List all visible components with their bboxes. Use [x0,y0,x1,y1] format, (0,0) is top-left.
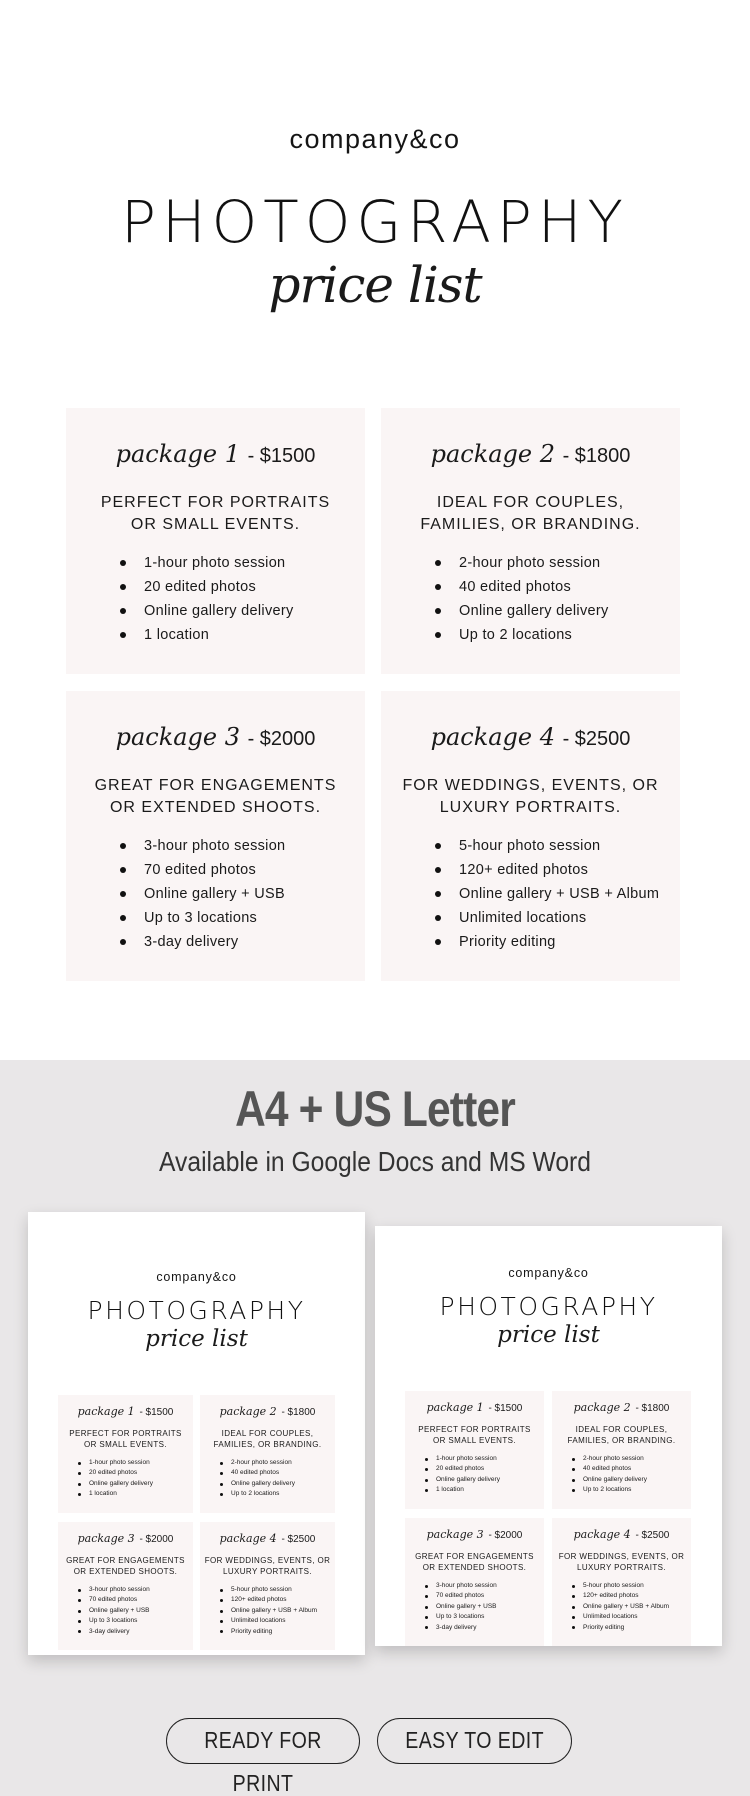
desc-line: IDEAL FOR COUPLES, [436,494,625,511]
package-price: - $2500 [281,1534,316,1545]
feature-item: 40 edited photos [435,575,609,599]
feature-item: Unlimited locations [572,1612,669,1622]
desc-line: OR SMALL EVENTS. [432,1436,516,1445]
feature-item: Online gallery delivery [425,1475,500,1485]
package-description [66,775,365,819]
package-price: - $1800 [562,445,631,467]
package-name: package 3 [77,1532,135,1545]
feature-item: 120+ edited photos [220,1595,317,1605]
promo-subtitle: Available in Google Docs and MS Word [159,1146,591,1177]
desc-line: OR EXTENDED SHOOTS. [73,1567,178,1576]
package-name: package 3 [426,1528,484,1541]
package-card-1 [66,408,365,674]
package-card-4 [200,1522,335,1650]
desc-line: IDEAL FOR COUPLES, [575,1425,668,1434]
feature-list [78,1585,150,1637]
package-card-4 [552,1518,691,1646]
page-title: PHOTOGRAPHY [439,1292,658,1321]
package-name: package 2 [430,440,556,468]
package-heading [552,1401,691,1414]
package-name: package 2 [219,1405,277,1418]
page-title: PHOTOGRAPHY [121,188,629,256]
package-description [405,1424,544,1446]
package-heading [200,1405,335,1418]
page-subtitle-script: price list [268,256,482,314]
feature-item: 1 location [425,1485,500,1495]
brand-name: company&co [508,1266,589,1280]
package-heading [405,1528,544,1541]
package-price: - $2000 [247,728,316,750]
feature-item: 3-day delivery [120,930,285,954]
package-price: - $2500 [635,1530,670,1541]
desc-line: LUXURY PORTRAITS. [576,1563,667,1572]
package-description [552,1551,691,1573]
package-card-2 [200,1395,335,1513]
feature-list [572,1581,669,1633]
feature-item: 3-hour photo session [425,1581,497,1591]
desc-line: FOR WEDDINGS, EVENTS, OR [204,1556,331,1565]
package-description [58,1555,193,1577]
desc-line: PERFECT FOR PORTRAITS [69,1429,182,1438]
feature-item: 40 edited photos [220,1468,295,1478]
feature-item: 20 edited photos [120,575,294,599]
feature-list [572,1454,647,1496]
desc-line: PERFECT FOR PORTRAITS [100,494,331,511]
package-description [405,1551,544,1573]
package-description [381,492,680,536]
preview-sheet-a4 [28,1212,365,1655]
desc-line: LUXURY PORTRAITS. [222,1567,313,1576]
package-card-2 [552,1391,691,1509]
package-price: - $1800 [281,1407,316,1418]
feature-item: 70 edited photos [78,1595,150,1605]
preview-sheet-us-letter [375,1226,722,1646]
feature-item: 2-hour photo session [435,551,609,575]
page-subtitle-script: price list [145,1326,248,1352]
package-card-3 [405,1518,544,1646]
package-price: - $2000 [488,1530,523,1541]
feature-item: 3-day delivery [78,1627,150,1637]
page-subtitle-script: price list [497,1322,600,1348]
feature-item: Priority editing [435,930,659,954]
feature-item: 3-day delivery [425,1623,497,1633]
feature-list [425,1581,497,1633]
package-heading [58,1405,193,1418]
feature-item: Up to 2 locations [220,1489,295,1499]
page-title: PHOTOGRAPHY [87,1296,306,1325]
package-description [552,1424,691,1446]
feature-list [435,834,659,954]
feature-item: Unlimited locations [220,1616,317,1626]
feature-item: Online gallery + USB + Album [435,882,659,906]
desc-line: LUXURY PORTRAITS. [439,799,622,816]
feature-item: 2-hour photo session [220,1458,295,1468]
package-description [200,1555,335,1577]
package-price: - $2500 [562,728,631,750]
package-price: - $1500 [488,1403,523,1414]
package-card-3 [58,1522,193,1650]
package-name: package 2 [573,1401,631,1414]
feature-item: 120+ edited photos [572,1591,669,1601]
feature-item: Online gallery delivery [78,1479,153,1489]
package-heading [381,723,680,751]
package-description [66,492,365,536]
desc-line: OR EXTENDED SHOOTS. [422,1563,527,1572]
package-description [381,775,680,819]
feature-item: 1-hour photo session [78,1458,153,1468]
desc-line: GREAT FOR ENGAGEMENTS [66,1556,185,1565]
package-name: package 1 [77,1405,135,1418]
feature-item: 70 edited photos [120,858,285,882]
package-price: - $1500 [247,445,316,467]
package-name: package 4 [573,1528,631,1541]
package-price: - $2000 [139,1534,174,1545]
feature-item: Up to 3 locations [425,1612,497,1622]
package-card-2 [381,408,680,674]
desc-line: IDEAL FOR COUPLES, [221,1429,314,1438]
feature-item: 1 location [120,623,294,647]
desc-line: FAMILIES, OR BRANDING. [420,516,641,533]
package-heading [381,440,680,468]
feature-item: 5-hour photo session [220,1585,317,1595]
brand-name: company&co [289,124,461,154]
desc-line: FOR WEDDINGS, EVENTS, OR [402,777,659,794]
feature-item: 5-hour photo session [435,834,659,858]
feature-list [220,1458,295,1500]
package-price: - $1500 [139,1407,174,1418]
feature-item: 120+ edited photos [435,858,659,882]
package-card-1 [405,1391,544,1509]
feature-item: Priority editing [572,1623,669,1633]
package-heading [66,723,365,751]
desc-line: OR SMALL EVENTS. [130,516,301,533]
feature-list [435,551,609,647]
desc-line: PERFECT FOR PORTRAITS [418,1425,531,1434]
feature-item: 1-hour photo session [425,1454,500,1464]
package-heading [405,1401,544,1414]
package-heading [58,1532,193,1545]
package-card-4 [381,691,680,981]
package-description [58,1428,193,1450]
package-heading [200,1532,335,1545]
feature-item: 40 edited photos [572,1464,647,1474]
feature-item: 20 edited photos [78,1468,153,1478]
package-heading [552,1528,691,1541]
feature-item: Priority editing [220,1627,317,1637]
feature-item: Online gallery delivery [572,1475,647,1485]
feature-item: Online gallery delivery [435,599,609,623]
package-heading [66,440,365,468]
feature-item: Up to 3 locations [78,1616,150,1626]
feature-item: Online gallery + USB + Album [572,1602,669,1612]
feature-item: 3-hour photo session [78,1585,150,1595]
feature-item: Online gallery + USB [78,1606,150,1616]
feature-item: Unlimited locations [435,906,659,930]
feature-item: Online gallery delivery [220,1479,295,1489]
desc-line: OR EXTENDED SHOOTS. [109,799,322,816]
feature-item: Online gallery delivery [120,599,294,623]
feature-list [78,1458,153,1500]
desc-line: GREAT FOR ENGAGEMENTS [94,777,337,794]
package-name: package 4 [430,723,556,751]
feature-item: Online gallery + USB [425,1602,497,1612]
feature-item: Up to 3 locations [120,906,285,930]
feature-item: 20 edited photos [425,1464,500,1474]
package-price: - $1800 [635,1403,670,1414]
package-description [200,1428,335,1450]
badge-label: READY FOR PRINT [204,1727,322,1796]
desc-line: FOR WEDDINGS, EVENTS, OR [558,1552,685,1561]
package-name: package 1 [426,1401,484,1414]
feature-item: 1-hour photo session [120,551,294,575]
feature-list [220,1585,317,1637]
feature-item: Up to 2 locations [572,1485,647,1495]
feature-list [425,1454,500,1496]
badge-label: EASY TO EDIT [405,1727,544,1753]
desc-line: FAMILIES, OR BRANDING. [567,1436,676,1445]
ready-for-print-badge [166,1718,360,1796]
feature-item: 2-hour photo session [572,1454,647,1464]
promo-title: A4 + US Letter [235,1081,515,1137]
feature-item: 5-hour photo session [572,1581,669,1591]
feature-item: Online gallery + USB [120,882,285,906]
package-card-1 [58,1395,193,1513]
package-card-3 [66,691,365,981]
feature-item: 3-hour photo session [120,834,285,858]
brand-name: company&co [156,1270,237,1284]
desc-line: GREAT FOR ENGAGEMENTS [415,1552,534,1561]
feature-item: Online gallery + USB + Album [220,1606,317,1616]
desc-line: FAMILIES, OR BRANDING. [213,1440,322,1449]
package-name: package 3 [115,723,241,751]
package-name: package 1 [115,440,241,468]
feature-list [120,834,285,954]
feature-item: Up to 2 locations [435,623,609,647]
easy-to-edit-badge [377,1718,572,1764]
promo-section [0,1060,750,1796]
desc-line: OR SMALL EVENTS. [83,1440,167,1449]
feature-item: 1 location [78,1489,153,1499]
package-name: package 4 [219,1532,277,1545]
feature-list [120,551,294,647]
feature-item: 70 edited photos [425,1591,497,1601]
